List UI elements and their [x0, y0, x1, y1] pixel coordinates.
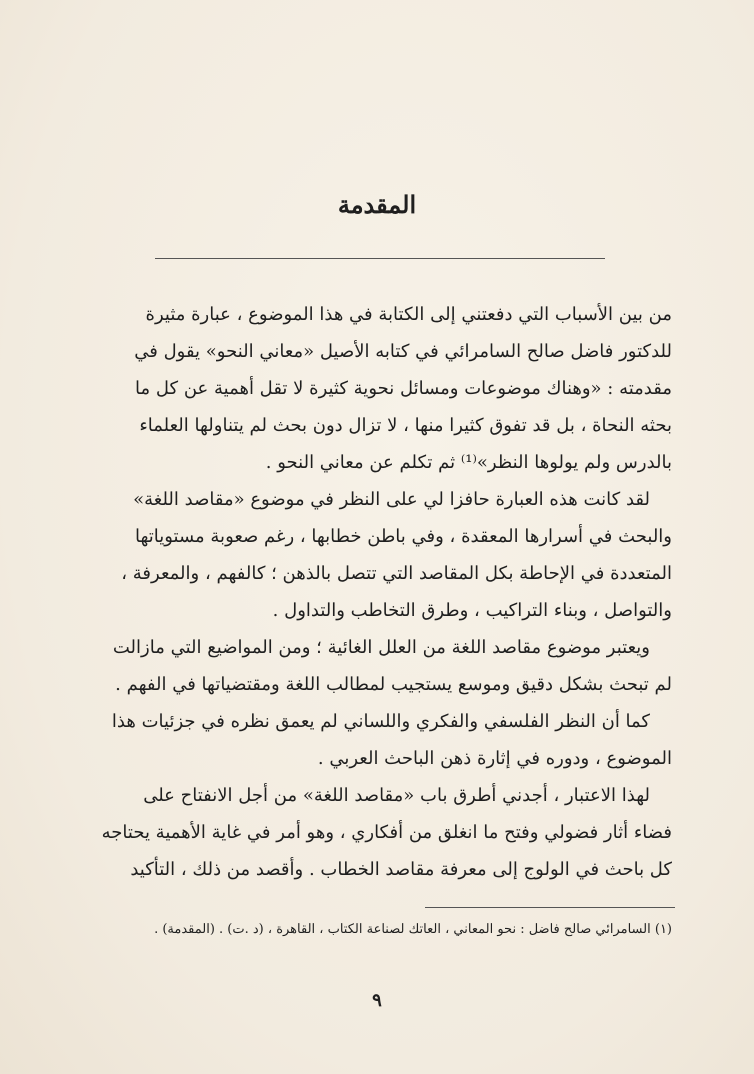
text-line: من بين الأسباب التي دفعتني إلى الكتابة في هذا الموضوع ، عبارة مثيرة [145, 304, 672, 325]
title-divider [155, 258, 605, 259]
footnote: (١) السامرائي صالح فاضل : نحو المعاني ، العاتك لصناعة الكتاب ، القاهرة ، (د .ت) . (المقدمة) . [154, 922, 672, 937]
text-line: والتواصل ، وبناء التراكيب ، وطرق التخاطب والتداول . [272, 600, 672, 621]
page-number: ٩ [372, 990, 382, 1011]
text-line: المتعددة في الإحاطة بكل المقاصد التي تتصل بالذهن ؛ كالفهم ، والمعرفة ، [121, 563, 672, 584]
text-line: بالدرس ولم يولوها النظر»⁽¹⁾ ثم تكلم عن معاني النحو . [265, 452, 672, 473]
text-line: فضاء أثار فضولي وفتح ما انغلق من أفكاري ، وهو أمر في غاية الأهمية يحتاجه [101, 822, 672, 843]
text-line: لم تبحث بشكل دقيق وموسع يستجيب لمطالب اللغة ومقتضياتها في الفهم . [115, 674, 672, 695]
text-line: كما أن النظر الفلسفي والفكري واللساني لم يعمق نظره في جزئيات هذا [111, 711, 650, 732]
text-line: لهذا الاعتبار ، أجدني أطرق باب «مقاصد اللغة» من أجل الانفتاح على [143, 785, 650, 806]
text-line: والبحث في أسرارها المعقدة ، وفي باطن خطابها ، رغم صعوبة مستوياتها [134, 526, 672, 547]
body-text [92, 296, 672, 888]
text-line: مقدمته : «وهناك موضوعات ومسائل نحوية كثيرة لا تقل أهمية عن كل ما [135, 378, 672, 399]
text-line: للدكتور فاضل صالح السامرائي في كتابه الأصيل «معاني النحو» يقول في [134, 341, 672, 362]
page-title: المقدمة [337, 190, 417, 219]
text-line: لقد كانت هذه العبارة حافزا لي على النظر في موضوع «مقاصد اللغة» [133, 489, 650, 510]
text-line: ويعتبر موضوع مقاصد اللغة من العلل الغائية ؛ ومن المواضيع التي مازالت [112, 637, 650, 658]
footnote-divider [425, 907, 675, 908]
text-line: بحثه النحاة ، بل قد تفوق كثيرا منها ، لا تزال دون بحث لم يتناولها العلماء [139, 415, 672, 436]
text-line: كل باحث في الولوج إلى معرفة مقاصد الخطاب . وأقصد من ذلك ، التأكيد [130, 859, 672, 880]
text-line: الموضوع ، ودوره في إثارة ذهن الباحث العربي . [317, 748, 672, 769]
